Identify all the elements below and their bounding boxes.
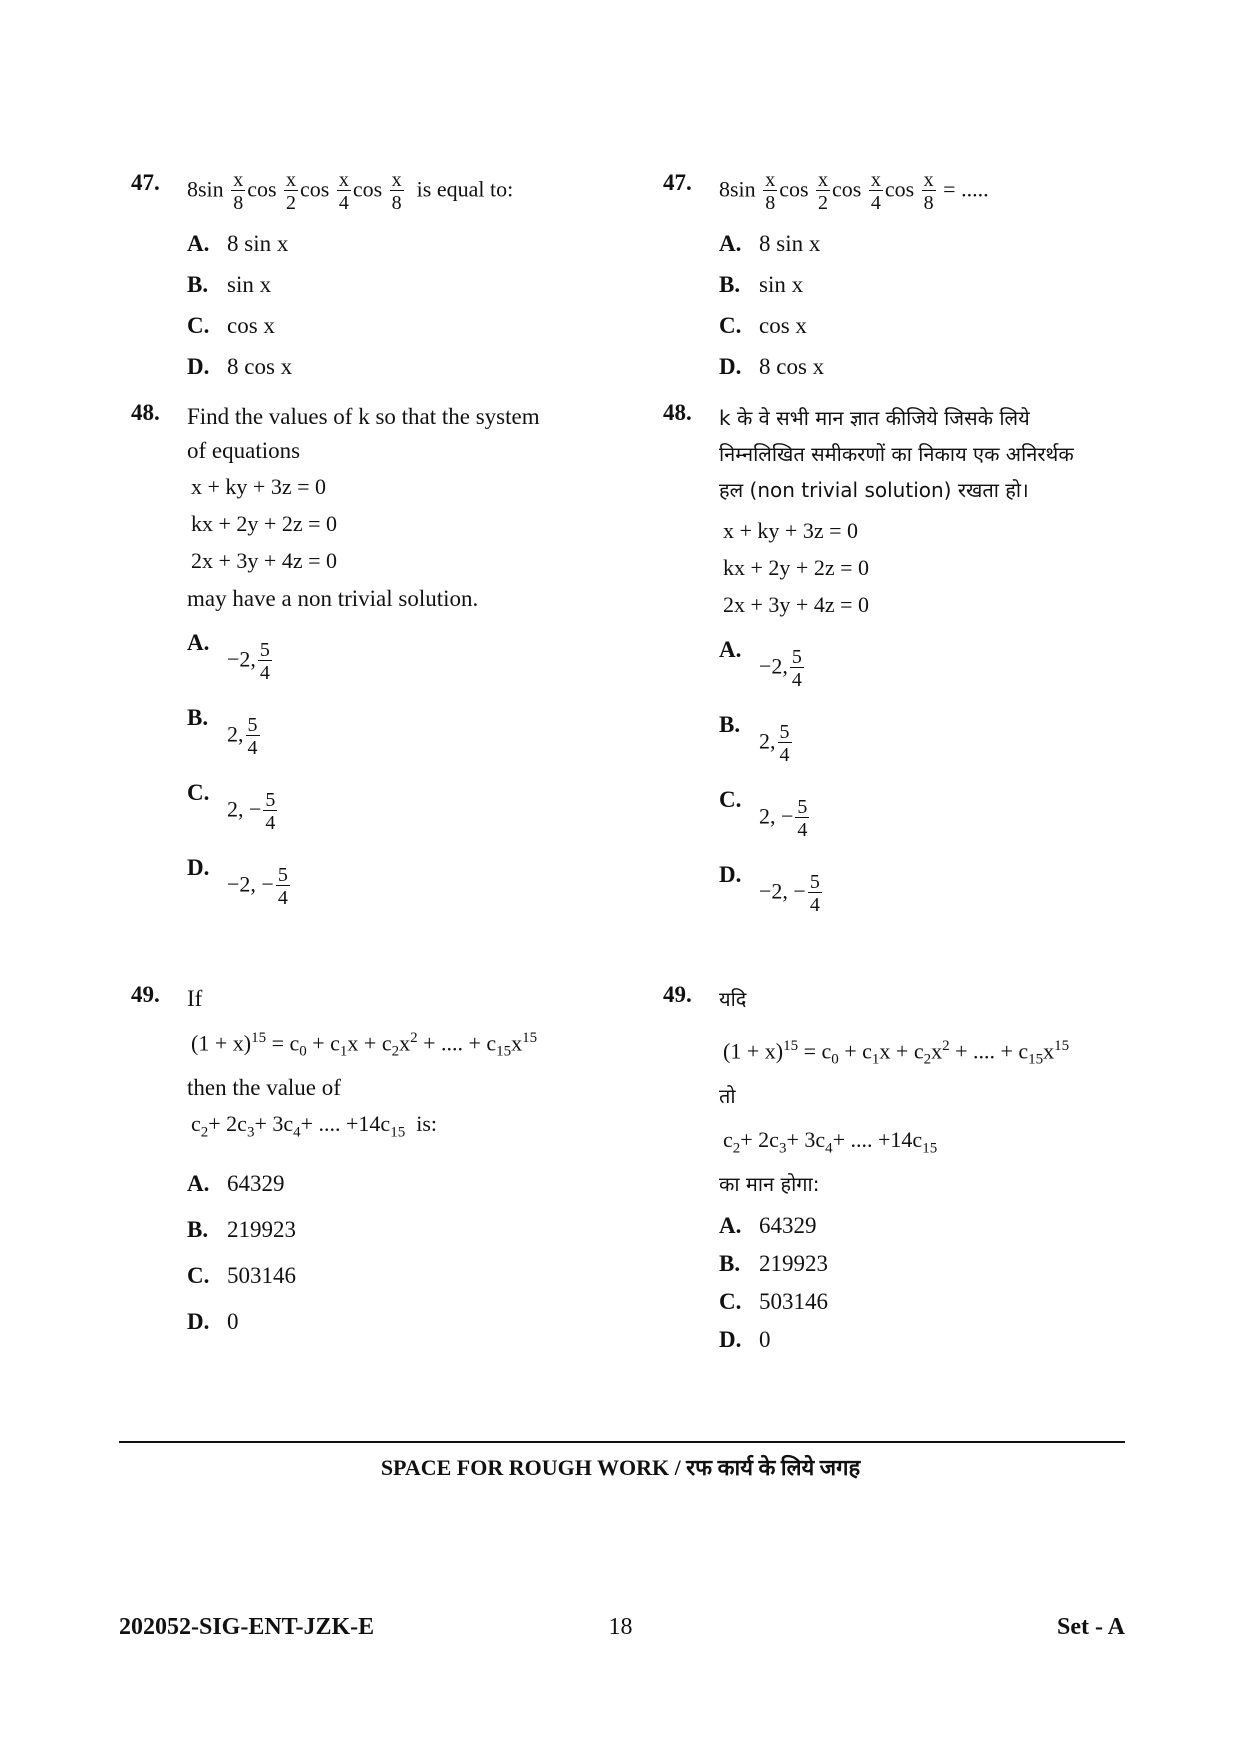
fraction-x-over-8: $\frac{x}{8}$ bbox=[233, 169, 244, 214]
page-number: 18 bbox=[608, 1614, 633, 1640]
question-number: 47. bbox=[663, 170, 692, 195]
question-47 bbox=[131, 170, 571, 400]
option-a[interactable]: A. 8 sin x bbox=[187, 231, 289, 256]
option-d[interactable]: D. −2, − $\frac{5}{4}$ bbox=[187, 855, 288, 909]
question-stem: Find the values of k so that the system bbox=[187, 404, 540, 429]
option-c[interactable]: C. 2, − $\frac{5}{4}$ bbox=[719, 787, 808, 841]
option-d[interactable]: D. 0 bbox=[187, 1309, 239, 1335]
question-stem: 8sin $\frac{x}{8}$ cos $\frac{x}{2}$ cos $\frac{x}{4}$ cos $\frac{x}{8}$ is equal to: bbox=[187, 169, 514, 214]
question-48 bbox=[131, 400, 571, 982]
option-c[interactable]: C. 2, − $\frac{5}{4}$ bbox=[187, 780, 276, 834]
question-stem: 8sin $\frac{x}{8}$ cos $\frac{x}{2}$ cos $\frac{x}{4}$ cos $\frac{x}{8}$ = ..... bbox=[719, 169, 989, 214]
option-b[interactable]: B. sin x bbox=[719, 272, 804, 297]
question-49 bbox=[131, 982, 571, 1339]
question-stem: यदि bbox=[719, 987, 747, 1011]
binomial-expansion: $(1 + x)^{15} = c_0 + c_1x + c_2x^2$ + .... + $c_{15}x^{15}$ bbox=[191, 1030, 538, 1060]
option-a[interactable]: A. −2, $\frac{5}{4}$ bbox=[719, 637, 802, 691]
question-number: 49. bbox=[663, 982, 692, 1007]
equation-2: kx + 2y + 2z = 0 bbox=[723, 555, 869, 580]
series-expression: $c_2+ 2c_3+ 3c_4+$ .... $+14c_{15}$ bbox=[723, 1126, 938, 1157]
option-b[interactable]: B. 219923 bbox=[719, 1251, 828, 1277]
question-stem: निम्नलिखित समीकरणों का निकाय एक अनिरर्थक bbox=[719, 442, 1074, 466]
question-stem: तो bbox=[719, 1083, 736, 1108]
option-a[interactable]: A. 64329 bbox=[187, 1171, 285, 1197]
equation-1: x + ky + 3z = 0 bbox=[723, 518, 858, 543]
paper-code: 202052-SIG-ENT-JZK-E bbox=[119, 1614, 375, 1640]
set-label: Set - A bbox=[1057, 1614, 1125, 1640]
rough-work-label: SPACE FOR ROUGH WORK / रफ कार्य के लिये जगह bbox=[380, 1455, 861, 1480]
question-49 bbox=[663, 982, 1123, 1357]
option-d[interactable]: D. 0 bbox=[719, 1327, 771, 1353]
option-a[interactable]: A. 8 sin x bbox=[719, 231, 821, 256]
equation-3: 2x + 3y + 4z = 0 bbox=[723, 592, 869, 617]
fraction-x-over-8: $\frac{x}{8}$ bbox=[923, 169, 934, 214]
fraction-x-over-4: $\frac{x}{4}$ bbox=[338, 169, 349, 214]
option-a[interactable]: A. 64329 bbox=[719, 1213, 817, 1239]
fraction-x-over-8: $\frac{x}{8}$ bbox=[391, 169, 402, 214]
question-number: 47. bbox=[131, 170, 160, 195]
option-c[interactable]: C. 503146 bbox=[719, 1289, 828, 1315]
option-a[interactable]: A. −2, $\frac{5}{4}$ bbox=[187, 630, 270, 684]
question-stem: may have a non trivial solution. bbox=[187, 586, 479, 611]
option-b[interactable]: B. 2, $\frac{5}{4}$ bbox=[719, 712, 790, 766]
question-stem: हल (non trivial solution) रखता हो। bbox=[719, 478, 1029, 502]
option-c[interactable]: C. cos x bbox=[719, 313, 807, 338]
question-47 bbox=[663, 170, 1123, 400]
question-stem: If bbox=[187, 986, 203, 1011]
question-stem: k के वे सभी मान ज्ञात कीजिये जिसके लिये bbox=[719, 406, 1030, 430]
question-number: 49. bbox=[131, 982, 160, 1007]
equation-3: 2x + 3y + 4z = 0 bbox=[191, 548, 337, 573]
fraction-x-over-2: $\frac{x}{2}$ bbox=[286, 169, 297, 214]
option-b[interactable]: B. 2, $\frac{5}{4}$ bbox=[187, 705, 258, 759]
option-d[interactable]: D. −2, − $\frac{5}{4}$ bbox=[719, 862, 820, 916]
equation-2: kx + 2y + 2z = 0 bbox=[191, 511, 337, 536]
question-number: 48. bbox=[663, 400, 692, 425]
option-b[interactable]: B. 219923 bbox=[187, 1217, 296, 1243]
question-stem: then the value of bbox=[187, 1074, 341, 1100]
option-d[interactable]: D. 8 cos x bbox=[187, 354, 293, 379]
fraction-x-over-8: $\frac{x}{8}$ bbox=[765, 169, 776, 214]
option-c[interactable]: C. cos x bbox=[187, 313, 275, 338]
option-c[interactable]: C. 503146 bbox=[187, 1263, 296, 1289]
english-column bbox=[131, 169, 571, 1346]
question-number: 48. bbox=[131, 400, 160, 425]
equation-1: x + ky + 3z = 0 bbox=[191, 474, 326, 499]
question-stem: of equations bbox=[187, 438, 301, 463]
option-d[interactable]: D. 8 cos x bbox=[719, 354, 825, 379]
question-48 bbox=[663, 400, 1123, 982]
fraction-x-over-4: $\frac{x}{4}$ bbox=[870, 169, 881, 214]
hindi-column bbox=[663, 169, 1123, 1364]
question-stem: का मान होगा: bbox=[719, 1172, 820, 1197]
series-expression: $c_2+ 2c_3+ 3c_4+$ .... $+14c_{15}$ is: bbox=[191, 1110, 437, 1141]
fraction-x-over-2: $\frac{x}{2}$ bbox=[818, 169, 829, 214]
binomial-expansion: $(1 + x)^{15} = c_0 + c_1x + c_2x^2$ + .... + $c_{15}x^{15}$ bbox=[723, 1038, 1070, 1068]
divider-line bbox=[119, 1441, 1125, 1443]
option-b[interactable]: B. sin x bbox=[187, 272, 272, 297]
